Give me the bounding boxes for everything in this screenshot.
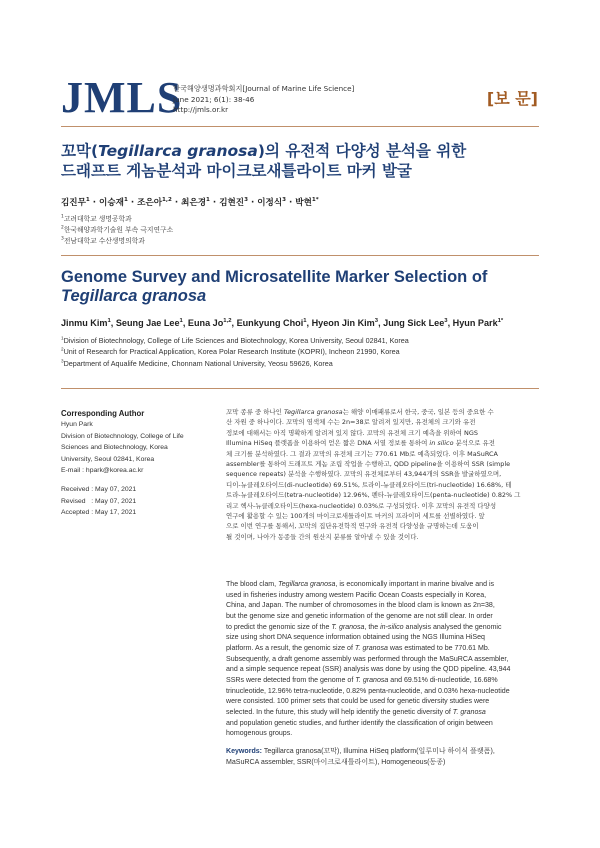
- author-name: 이정식: [257, 198, 283, 208]
- author-sup: 1: [123, 197, 128, 204]
- corresponding-line: Sciences and Biotechnology, Korea: [61, 444, 168, 452]
- abstract-line: homogenous groups.: [226, 730, 293, 738]
- abstract-line: to predict the genomic size of the T. granosa, the in-silico analysis analysed the genomic: [226, 623, 502, 631]
- korean-title-suffix: )의 유전적 다양성 분석을 위한: [257, 142, 467, 160]
- author-name: 김진무: [61, 198, 86, 208]
- author-separator: ·: [247, 198, 258, 208]
- english-affiliations: [61, 335, 409, 369]
- author-sup: 1*: [497, 317, 504, 324]
- author-sup: 3: [282, 197, 287, 204]
- author-sup: 3: [244, 197, 248, 204]
- abstract-line: but the genome size and genetic information of the genome are not still clear. In order: [226, 612, 493, 620]
- author-sup: 1: [85, 197, 90, 204]
- author-separator: ,: [447, 318, 453, 328]
- author-sup: 1: [206, 197, 210, 204]
- affiliation-line: [61, 236, 173, 247]
- author-name: Hyeon Jin Kim: [311, 318, 375, 328]
- abstract-line: 연구에 활용할 수 있는 100개의 마이크로새틀라이트 마커의 프라이머 세트를 선별하였다. 앞: [226, 512, 485, 521]
- author-sup: 3: [444, 317, 448, 324]
- affiliation-line: [61, 358, 409, 369]
- affiliation-line: [61, 346, 409, 357]
- abstract-line: Subsequently, a draft genome assembly was performed through the MaSuRCA assembler,: [226, 655, 509, 663]
- korean-title-line2: 드래프트 게놈분석과 마이크로새틀라이트 마커 발굴: [61, 162, 412, 180]
- author-sup: 1: [107, 317, 111, 324]
- abstract-line: 트라-뉴클레오타이드(tetra-nucleotide) 12.96%, 펜타-뉴클레오타이드(penta-nucleotide) 0.82% 그: [226, 491, 521, 500]
- author-name: Hyun Park: [452, 318, 498, 328]
- abstract-line: and a simple sequence repeat (SSR) analysis was done by using the QDD pipeline. 43,944: [226, 666, 511, 674]
- affiliation-text: Department of Aqualife Medicine, Chonnam National University, Yeosu 59626, Korea: [63, 358, 333, 368]
- abstract-line: size using short DNA sequence information obtained using the NGS Illumina HiSeq: [226, 634, 485, 642]
- corresponding-author: [61, 408, 211, 519]
- author-sup: 1: [179, 317, 183, 324]
- author-separator: ·: [127, 198, 138, 208]
- author-name: 조은아: [137, 198, 162, 208]
- affiliation-sup: 3: [61, 236, 64, 242]
- affiliation-text: 한국해양과학기술원 부속 극지연구소: [63, 226, 174, 234]
- article-type: [보 문]: [486, 89, 538, 108]
- korean-title-prefix: 꼬막(: [61, 142, 99, 160]
- author-separator: ·: [286, 198, 296, 208]
- abstract-line: SSRs were detected from the genome of T. granosa and 69.51% di-nucleotide, 16.68%: [226, 676, 498, 684]
- author-name: 이승재: [99, 198, 124, 208]
- affiliation-line: [61, 214, 173, 225]
- korean-affiliations: [61, 214, 173, 247]
- english-authors: [61, 318, 503, 328]
- affiliation-sup: 1: [61, 335, 64, 341]
- abstract-line: platform. As a result, the genomic size of T. granosa was estimated to be 770.61 Mb.: [226, 644, 490, 652]
- author-separator: ,: [110, 318, 116, 328]
- abstract-line: 리고 헥사-뉴클레오타이드(hexa-nucleotide) 0.03%로 구성되었다. 이후 꼬막의 유전적 다양성: [226, 501, 497, 510]
- author-name: Jung Sick Lee: [383, 318, 445, 328]
- abstract-line: 될 것이며, 나아가 동종들 간의 원산지 분류를 알아낼 수 있을 것이다.: [226, 532, 419, 541]
- affiliation-text: Division of Biotechnology, College of Life Sciences and Biotechnology, Korea University, Seoul 02841, Korea: [63, 336, 409, 345]
- abstract-line: 정보에 대해서는 아직 명확하게 알려져 있지 않다. 꼬막의 유전체 크기 예측을 위하여 NGS: [226, 428, 478, 437]
- english-title-species: Tegillarca granosa: [61, 287, 207, 305]
- abstract-line: trinucleotide, 12.96% tetra-nucleotide, 0.82% penta-nucleotide, and 0.03% hexa-nucleotide: [226, 687, 510, 695]
- date-line: Accepted : May 17, 2021: [61, 509, 137, 517]
- section-divider: [61, 255, 539, 256]
- affiliation-text: Unit of Research for Practical Application, Korea Polar Research Institute (KOPRI), Incheon 21990, Korea: [63, 347, 400, 357]
- journal-url[interactable]: http://jmls.or.kr: [173, 105, 229, 114]
- date-line: Revised : May 07, 2021: [61, 497, 137, 505]
- affiliation-text: 전남대학교 수산생명의학과: [63, 237, 145, 245]
- affiliation-line: [61, 225, 173, 236]
- abstract-line: 산 자원 중 하나이다. 꼬막의 염색체 수는 2n=38로 알려져 있지만, 유전체의 크기와 유전: [226, 418, 476, 427]
- author-name: Jinmu Kim: [61, 318, 108, 328]
- abstract-line: The blood clam, Tegillarca granosa, is economically important in marine bivalve and is: [226, 581, 495, 588]
- abstract-line: and population genetic studies, and further identify the classification of origin between: [226, 719, 493, 727]
- author-separator: ·: [89, 198, 100, 208]
- abstract-line: Illumina HiSeq 플랫폼을 이용하여 얻은 짧은 DNA 서열 정보를 통하여 in silico 분석으로 유전: [226, 439, 495, 448]
- author-sup: 1*: [311, 197, 319, 204]
- date-line: Received : May 07, 2021: [61, 486, 137, 494]
- affiliation-sup: 3: [61, 358, 64, 364]
- abstract-line: 꼬막 종류 중 하나인 Tegillarca granosa는 해양 이매패류로서 한국, 중국, 일본 등의 중요한 수: [226, 408, 494, 416]
- author-separator: ·: [209, 198, 220, 208]
- affiliation-sup: 2: [61, 225, 64, 231]
- author-sup: 1,2: [223, 317, 232, 324]
- abstract-line: assembler를 통하여 드래프트 게놈 조립 작업을 수행하고, QDD pipeline을 이용하여 SSR (simple: [226, 460, 511, 469]
- author-name: 박현: [295, 198, 312, 208]
- corresponding-line: Division of Biotechnology, College of Life: [61, 432, 184, 440]
- corresponding-heading: Corresponding Author: [61, 409, 145, 418]
- abstract-line: 디이-뉴클레오타이드(di-nucleotide) 69.51%, 트라이-뉴클레오타이드(tri-nucleotide) 16.68%, 테: [226, 480, 512, 489]
- abstract-korean: [226, 407, 539, 542]
- author-name: Euna Jo: [187, 318, 224, 328]
- affiliation-sup: 2: [61, 347, 64, 353]
- abstract-line: selected. In the future, this study will help identify the genetic diversity of T. granosa: [226, 708, 486, 716]
- abstract-line: China, and Japan. The number of chromosomes in the blood clam is known as 2n=38,: [226, 602, 495, 610]
- keywords-line2: MaSuRCA assembler, SSR(마이크로새틀라이트), Homogeneous(동종): [226, 759, 446, 766]
- journal-logo: JMLS: [61, 73, 183, 122]
- journal-name: 한국해양생명과학회지[Journal of Marine Life Science]: [173, 84, 355, 93]
- abstract-line: were consisted. 100 primer sets that could be used for genetic diversity studies were: [226, 698, 490, 706]
- keywords-label: Keywords:: [226, 748, 263, 755]
- affiliation-line: [61, 335, 409, 346]
- journal-info: [173, 84, 354, 116]
- abstract-english: [226, 580, 539, 740]
- korean-title-species: Tegillarca granosa: [98, 142, 258, 160]
- author-separator: ·: [171, 198, 182, 208]
- author-name: Seung Jae Lee: [115, 318, 180, 328]
- author-sup: 1,2: [162, 197, 172, 204]
- header-divider: [61, 126, 539, 127]
- korean-title: [61, 141, 466, 181]
- author-separator: ,: [231, 318, 237, 328]
- corresponding-line: University, Seoul 02841, Korea: [61, 455, 155, 463]
- keywords: [226, 746, 539, 768]
- abstract-line: 으로 이번 연구를 통해서, 꼬막의 집단유전학적 연구와 유전적 다양성을 규명하는데 도움이: [226, 522, 479, 531]
- section-divider-2: [61, 388, 539, 389]
- author-separator: ,: [378, 318, 384, 328]
- author-name: Eunkyung Choi: [236, 318, 304, 328]
- corresponding-line: E-mail : hpark@korea.ac.kr: [61, 467, 144, 475]
- abstract-line: used in fisheries industry among western Pacific Ocean Coasts especially in Korea,: [226, 591, 487, 599]
- keywords-line1: Tegillarca granosa(꼬막), Illumina HiSeq platform(일루미나 하이식 플랫폼),: [263, 748, 495, 755]
- author-separator: ,: [182, 318, 188, 328]
- author-separator: ,: [306, 318, 312, 328]
- affiliation-sup: 1: [61, 214, 64, 220]
- corresponding-line: Hyun Park: [61, 421, 93, 429]
- author-name: 최은경: [181, 198, 207, 208]
- english-title-line1: Genome Survey and Microsatellite Marker Selection of: [61, 268, 488, 286]
- author-name: 김현진: [219, 198, 245, 208]
- abstract-line: sequence repeats) 분석을 수행하였다. 꼬막의 유전체로부터 43,944개의 SSR을 발굴하였으며,: [226, 470, 502, 479]
- abstract-line: 체 크기를 분석하였다. 그 결과 꼬막의 유전체 크기는 770.61 Mb로 예측되었다. 이후 MaSuRCA: [226, 449, 498, 458]
- author-sup: 1: [303, 317, 307, 324]
- affiliation-text: 고려대학교 생명공학과: [63, 215, 132, 223]
- english-title: [61, 268, 487, 306]
- author-sup: 3: [374, 317, 379, 324]
- journal-issue: June 2021; 6(1): 38-46: [173, 94, 255, 104]
- korean-authors: [61, 196, 319, 208]
